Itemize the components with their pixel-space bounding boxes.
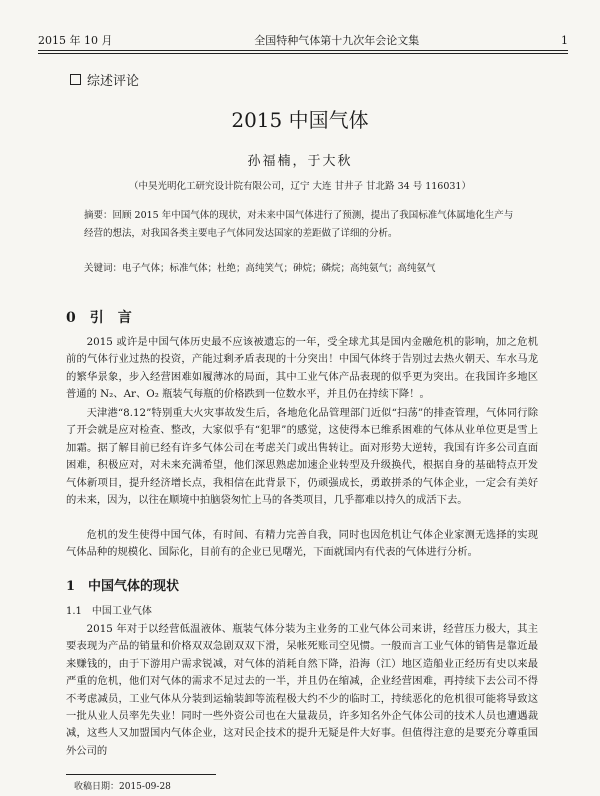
section-label-text: 综述评论 <box>87 74 140 89</box>
header-rule-thin <box>38 53 568 54</box>
checkbox-square-icon <box>70 74 81 85</box>
page-number: 1 <box>560 34 568 47</box>
section-label <box>70 70 139 89</box>
header-journal: 全国特种气体第十九次年会论文集 <box>254 34 420 47</box>
footnote-rule <box>66 774 216 775</box>
header-date: 2015 年 10 月 <box>38 34 113 47</box>
heading-section-1: 1 中国气体的现状 <box>66 579 180 594</box>
intro-paragraph-3: 危机的发生使得中国气体，有时间、有精力完善自我，同时也因危机让气体企业家测无选择的实现气体品种的规模化、国际化，目前有的企业已见曙光，下面就国内有代表的气体进行分析。 <box>66 529 538 559</box>
paper-affiliation: （中昊光明化工研究设计院有限公司，辽宁 大连 甘井子 甘北路 34 号 116031） <box>129 181 471 192</box>
header-rule-thick <box>38 50 568 51</box>
intro-paragraph-1: 2015 或许是中国气体历史最不应该被遗忘的一年，受全球尤其是国内金融危机的影响，加之危机前的气体行业过热的投资，产能过剩矛盾表现的十分突出！中国气体终于告别过去热火朝天、车水马龙的繁华景象，步入经营困难如履薄冰的局面，其中工业气体产品表现的似乎更为突出。在我国许多地区普通的 N₂、Ar、O₂ 瓶装气每瓶的价格跌到一位数水平，并且仍在持续下降！。 <box>66 336 538 401</box>
section-1-paragraph-1: 2015 年对于以经营低温液体、瓶装气体分装为主业务的工业气体公司来讲，经营压力极大，其主要表现为产品的销量和价格双双急剧双双下滑，呆帐死账司空见惯。一般而言工业气体的销售是靠近最来赚钱的，由于下游用户需求锐减，对气体的消耗自然下降，沿海（江）地区造船业正经历有史以来最严重的危机，他们对气体的需求不足过去的一半，并且仍在缩减，企业经营困难，再持续下去公司不得不考虑减员，工业气体从分装到运输装卸等流程极大约不少的临时工，持续恶化的危机很可能将导致这一批从业人员率先失业！同时一些外资公司也在大量裁员，许多知名外企气体公司的技术人员也遭遇裁减，这些人又加盟国内气体企业，这对民企技术的提升无疑是件大好事。但值得注意的是要充分尊重国外公司的 <box>66 623 538 757</box>
heading-section-1-1: 1.1 中国工业气体 <box>66 606 152 617</box>
paper-authors: 孙福楠，于大秋 <box>247 154 353 169</box>
running-header <box>38 32 568 52</box>
abstract: 摘要：回顾 2015 年中国气体的现状，对未来中国气体进行了预测，提出了我国标准气体属地化生产与经营的想法，对我国各类主要电子气体同发达国家的差距做了详细的分析。 <box>84 210 514 239</box>
heading-introduction: 0 引 言 <box>66 310 132 326</box>
keywords: 关键词：电子气体；标准气体；杜绝；高纯笑气；砷烷；磷烷；高纯氨气；高纯氨气 <box>84 263 436 274</box>
received-date: 收稿日期：2015-09-28 <box>74 782 171 792</box>
paper-title: 2015 中国气体 <box>231 108 369 132</box>
intro-paragraph-2: 天津港“8.12”特别重大火灾事故发生后，各地危化品管理部门近似“扫荡”的排查管理，气体同行除了开会就是应对检查、整改，大家似乎有“犯罪”的感觉，这使得本已维系困难的气体从业单位更是雪上加霜。据了解目前已经有许多气体公司在考虑关门或出售转让。面对形势大逆转，我国有许多公司直面困难，积极应对，对未来充满希望，他们深思熟虑加速企业转型及升级换代，根据自身的基础特点开发气体新项目，提升经济增长点，我相信在此背景下，仍顽强成长，勇敢拼杀的气体企业，一定会有美好的未来，因为，以往在顺境中拍脑袋匆忙上马的各类项目，几乎都难以持久的成活下去。 <box>66 407 538 507</box>
